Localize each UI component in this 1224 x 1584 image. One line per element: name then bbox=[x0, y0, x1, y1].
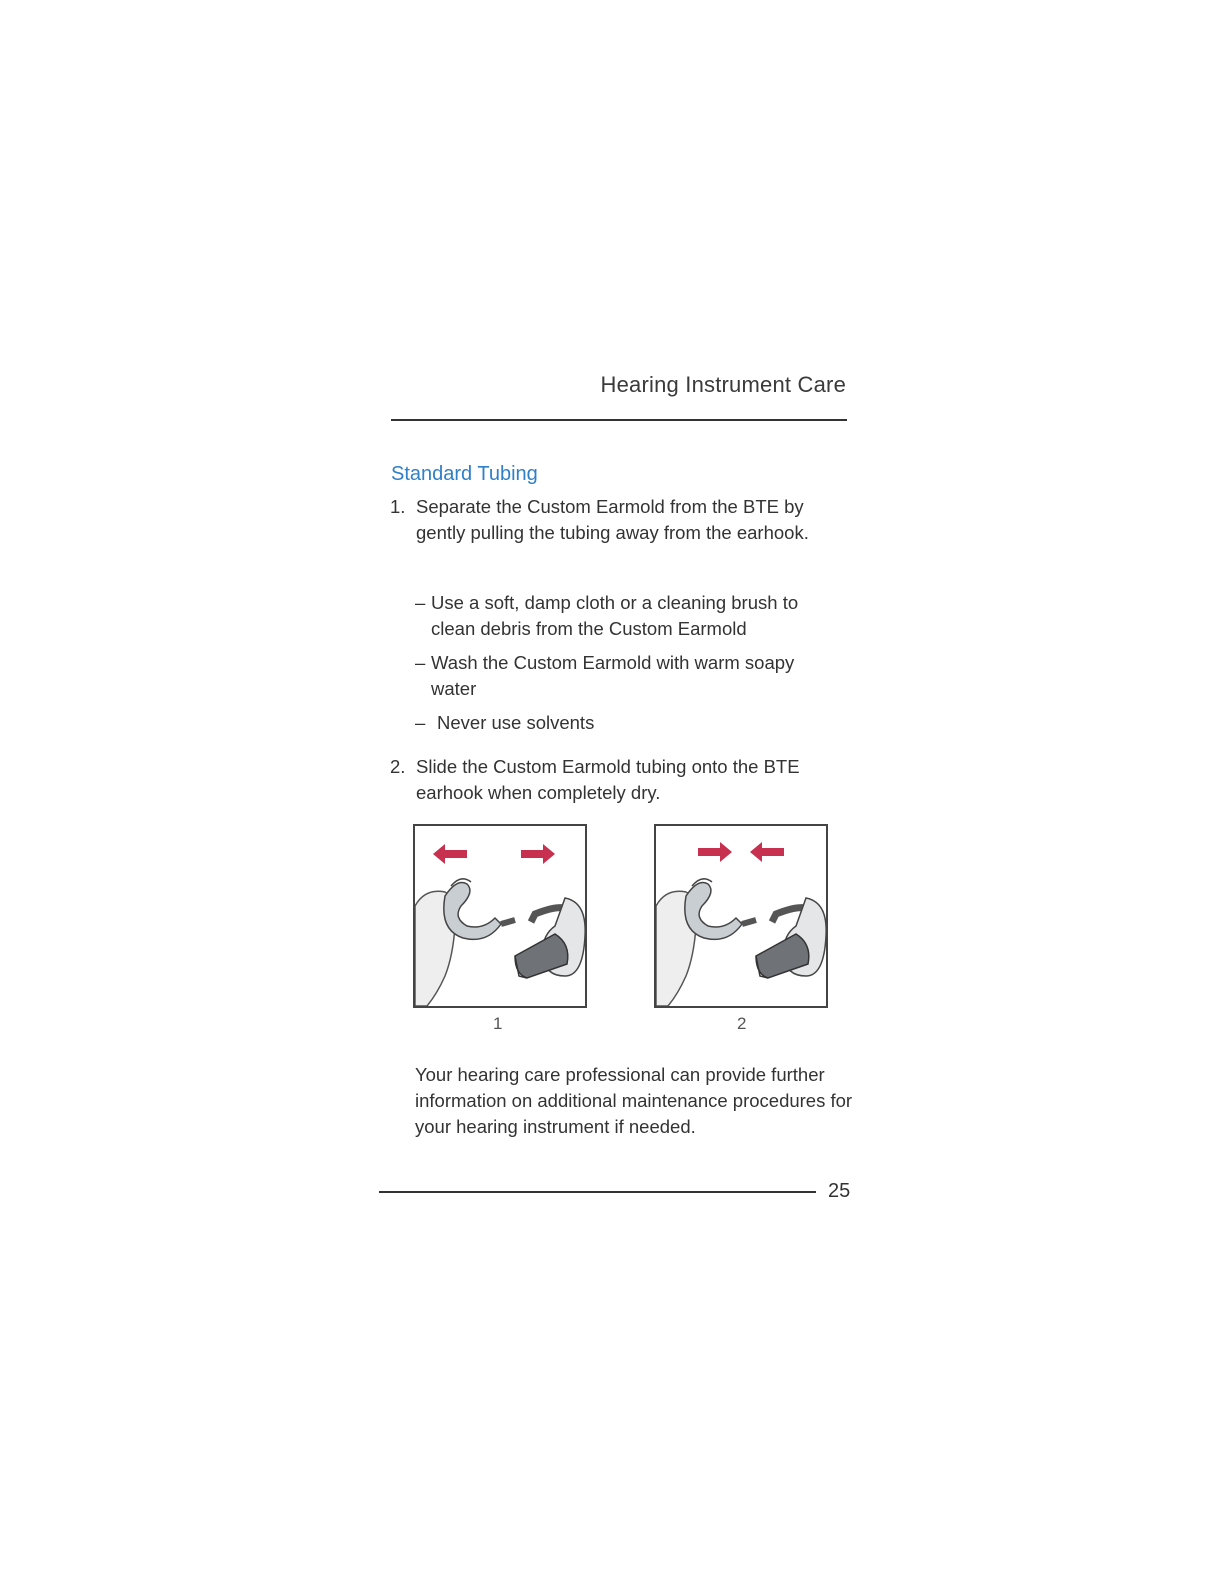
figure-separate-earmold bbox=[413, 824, 587, 1008]
header-divider bbox=[391, 419, 847, 421]
earmold-shape bbox=[444, 883, 501, 940]
separate-illustration bbox=[415, 826, 585, 1006]
figure-attach-earmold bbox=[654, 824, 828, 1008]
bullet-text: Use a soft, damp cloth or a cleaning brush to clean debris from the Custom Earmold bbox=[431, 592, 799, 639]
bullet-dash: – bbox=[415, 712, 426, 733]
attach-illustration bbox=[656, 826, 826, 1006]
bullet-dash: – bbox=[415, 652, 426, 673]
arrow-right-icon bbox=[698, 842, 732, 862]
bullet-text: Wash the Custom Earmold with warm soapy water bbox=[431, 652, 795, 699]
step-text: Slide the Custom Earmold tubing onto the BTE earhook when completely dry. bbox=[416, 756, 800, 803]
arrow-left-icon bbox=[433, 844, 467, 864]
closing-paragraph: Your hearing care professional can provide further information on additional maintenance procedures for your hearing instrument if needed. bbox=[415, 1064, 853, 1137]
step-number: 2. bbox=[390, 756, 406, 777]
tubing-end bbox=[742, 920, 756, 924]
step-number: 1. bbox=[390, 496, 406, 517]
arrow-left-icon bbox=[750, 842, 784, 862]
figure-label: 1 bbox=[493, 1014, 503, 1033]
tubing-end bbox=[501, 920, 515, 924]
section-heading: Standard Tubing bbox=[391, 463, 538, 485]
earmold-shape bbox=[685, 883, 742, 940]
figure-label: 2 bbox=[737, 1014, 747, 1033]
page-header-title: Hearing Instrument Care bbox=[600, 372, 846, 397]
page-number: 25 bbox=[828, 1180, 851, 1202]
footer-divider bbox=[379, 1191, 816, 1193]
bullet-dash: – bbox=[415, 592, 426, 613]
arrow-right-icon bbox=[521, 844, 555, 864]
bullet-text: Never use solvents bbox=[437, 712, 595, 733]
step-text: Separate the Custom Earmold from the BTE by gently pulling the tubing away from the earhook. bbox=[416, 496, 809, 543]
